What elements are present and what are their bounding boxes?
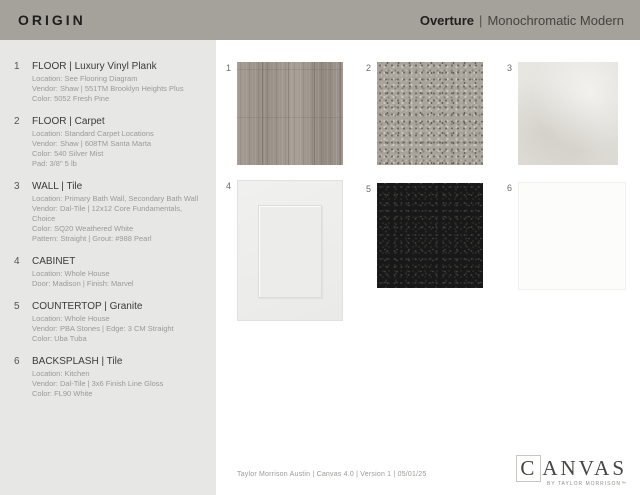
spec-detail: Location: Standard Carpet Locations bbox=[32, 129, 154, 138]
swatch-board bbox=[216, 40, 640, 495]
spec-title: WALL | Tile bbox=[32, 181, 83, 192]
package-name: Overture bbox=[419, 12, 475, 28]
spec-number: 2 bbox=[14, 116, 20, 127]
spec-title: FLOOR | Luxury Vinyl Plank bbox=[32, 61, 157, 72]
cabinet-door-panel bbox=[258, 205, 322, 298]
swatch-cabinet-door bbox=[226, 180, 343, 321]
spec-body bbox=[32, 356, 163, 399]
spec-title: FLOOR | Carpet bbox=[32, 116, 105, 127]
collection-title: ORIGIN bbox=[18, 12, 86, 28]
canvas-logo bbox=[516, 457, 627, 487]
swatch-number: 4 bbox=[226, 181, 232, 191]
spec-item-cabinet bbox=[14, 256, 206, 289]
spec-detail: Pattern: Straight | Grout: #988 Pearl bbox=[32, 234, 152, 243]
swatch-backsplash-tile bbox=[507, 182, 626, 290]
swatch-number: 1 bbox=[226, 63, 232, 73]
spec-item-floor-lvp bbox=[14, 61, 206, 104]
swatch-number: 3 bbox=[507, 63, 513, 73]
cabinet-door-image bbox=[237, 180, 343, 321]
spec-detail: Location: Kitchen bbox=[32, 369, 90, 378]
spec-detail: Color: SQ20 Weathered White bbox=[32, 224, 134, 233]
luxury-vinyl-plank-image bbox=[237, 62, 343, 165]
spec-body bbox=[32, 256, 134, 289]
spec-number: 4 bbox=[14, 256, 20, 267]
spec-body bbox=[32, 116, 154, 169]
spec-detail: Vendor: Dal-Tile | 12x12 Core Fundamentals, Choice bbox=[32, 204, 183, 223]
spec-detail: Location: Primary Bath Wall, Secondary Bath Wall bbox=[32, 194, 199, 203]
package-style: Monochromatic Modern bbox=[487, 12, 624, 28]
swatch-number: 6 bbox=[507, 183, 513, 193]
spec-item-backsplash bbox=[14, 356, 206, 399]
spec-detail: Pad: 3/8" 5 lb bbox=[32, 159, 77, 168]
package-separator: | bbox=[479, 12, 483, 28]
spec-title: BACKSPLASH | Tile bbox=[32, 356, 123, 367]
swatch-number: 5 bbox=[366, 184, 372, 194]
canvas-logo-first-letter: C bbox=[516, 455, 541, 482]
spec-detail: Color: Uba Tuba bbox=[32, 334, 87, 343]
spec-body bbox=[32, 181, 206, 244]
spec-detail: Vendor: Dal-Tile | 3x6 Finish Line Gloss bbox=[32, 379, 164, 388]
spec-detail: Color: FL90 White bbox=[32, 389, 93, 398]
swatch-wall-tile bbox=[507, 62, 618, 165]
spec-number: 5 bbox=[14, 301, 20, 312]
granite-image bbox=[377, 183, 483, 288]
spec-item-countertop bbox=[14, 301, 206, 344]
spec-detail: Color: 540 Silver Mist bbox=[32, 149, 104, 158]
spec-detail: Location: Whole House bbox=[32, 314, 110, 323]
spec-detail: Location: See Flooring Diagram bbox=[32, 74, 138, 83]
spec-title: CABINET bbox=[32, 256, 76, 267]
spec-number: 3 bbox=[14, 181, 20, 192]
carpet-image bbox=[377, 62, 483, 165]
swatch-granite-countertop bbox=[366, 183, 483, 288]
canvas-wordmark bbox=[516, 457, 627, 479]
spec-detail: Vendor: Shaw | 608TM Santa Marta bbox=[32, 139, 152, 148]
backsplash-tile-image bbox=[518, 182, 626, 290]
spec-item-floor-carpet bbox=[14, 116, 206, 169]
spec-detail: Door: Madison | Finish: Marvel bbox=[32, 279, 134, 288]
spec-number: 1 bbox=[14, 61, 20, 72]
canvas-logo-tagline: BY TAYLOR MORRISON™ bbox=[546, 481, 627, 487]
swatch-number: 2 bbox=[366, 63, 372, 73]
spec-body bbox=[32, 301, 174, 344]
package-title bbox=[420, 13, 624, 28]
spec-title: COUNTERTOP | Granite bbox=[32, 301, 143, 312]
spec-detail: Location: Whole House bbox=[32, 269, 110, 278]
spec-item-wall-tile bbox=[14, 181, 206, 244]
wall-tile-image bbox=[518, 62, 618, 165]
spec-number: 6 bbox=[14, 356, 20, 367]
spec-list bbox=[0, 40, 216, 495]
spec-body bbox=[32, 61, 184, 104]
swatch-carpet bbox=[366, 62, 483, 165]
canvas-logo-rest: ANVAS bbox=[542, 456, 627, 480]
spec-detail: Vendor: Shaw | 551TM Brooklyn Heights Plus bbox=[32, 84, 184, 93]
swatch-luxury-vinyl-plank bbox=[226, 62, 343, 165]
spec-detail: Vendor: PBA Stones | Edge: 3 CM Straight bbox=[32, 324, 174, 333]
header bbox=[0, 0, 640, 40]
spec-detail: Color: 5052 Fresh Pine bbox=[32, 94, 110, 103]
document-version-info: Taylor Morrison Austin | Canvas 4.0 | Version 1 | 05/01/25 bbox=[237, 471, 427, 478]
